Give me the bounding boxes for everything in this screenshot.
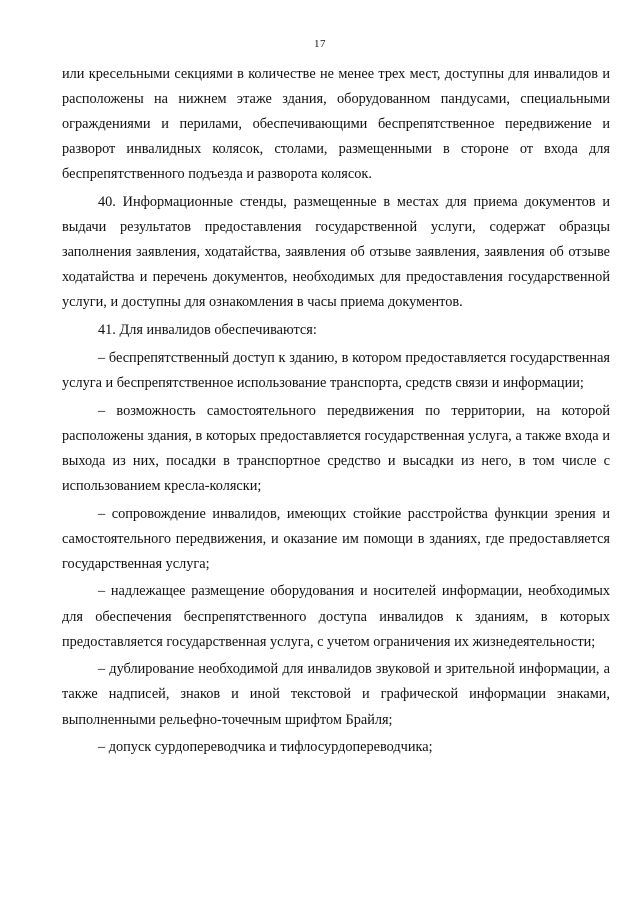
paragraph-item-41: 41. Для инвалидов обеспечиваются: [98,322,317,339]
list-item-braille-duplication: – дублирование необходимой для инвалидов звуковой и зрительной информации, а также надписей, знаков и иной текстовой и графической информации знаками, выполненными рельефно-точечным шрифтом Брайля; [62,661,610,728]
list-item-independent-movement: – возможность самостоятельного передвижения по территории, на которой расположены здания, в которых предоставляется государственная услуга, а также входа и выхода из них, посадки в транспортное средство и высадки из него, в том числе с использованием кресла-коляски; [62,402,610,494]
list-item-sign-interpreter: – допуск сурдопереводчика и тифлосурдопереводчика; [98,739,433,756]
page-number: 17 [314,38,326,50]
list-item-access-to-building: – беспрепятственный доступ к зданию, в котором предоставляется государственная услуга и беспрепятственное использование транспорта, средств связи и информации; [62,349,610,391]
list-item-escort: – сопровождение инвалидов, имеющих стойкие расстройства функции зрения и самостоятельного передвижения, и оказание им помощи в зданиях, где предоставляется государственная услуга; [62,505,610,572]
paragraph-item-40: 40. Информационные стенды, размещенные в местах для приема документов и выдачи результатов предоставления государственной услуги, содержат образцы заполнения заявления, ходатайства, заявления об отзыве заявления, заявления об отзыве ходатайства и перечень документов, необходимых для предоставления государственной услуги, и доступны для ознакомления в часы приема документов. [62,194,610,311]
paragraph-continuation: или кресельными секциями в количестве не менее трех мест, доступны для инвалидов и расположены на нижнем этаже здания, оборудованном пандусами, специальными ограждениями и перилами, обеспечивающими беспрепятственное передвижение и разворот инвалидных колясок, столами, размещенными в стороне от входа для беспрепятственного подъезда и разворота колясок. [62,66,610,183]
document-body [62,62,610,760]
list-item-equipment-placement: – надлежащее размещение оборудования и носителей информации, необходимых для обеспечения беспрепятственного доступа инвалидов к зданиям, в которых предоставляется государственная услуга, с учетом ограничения их жизнедеятельности; [62,583,610,650]
